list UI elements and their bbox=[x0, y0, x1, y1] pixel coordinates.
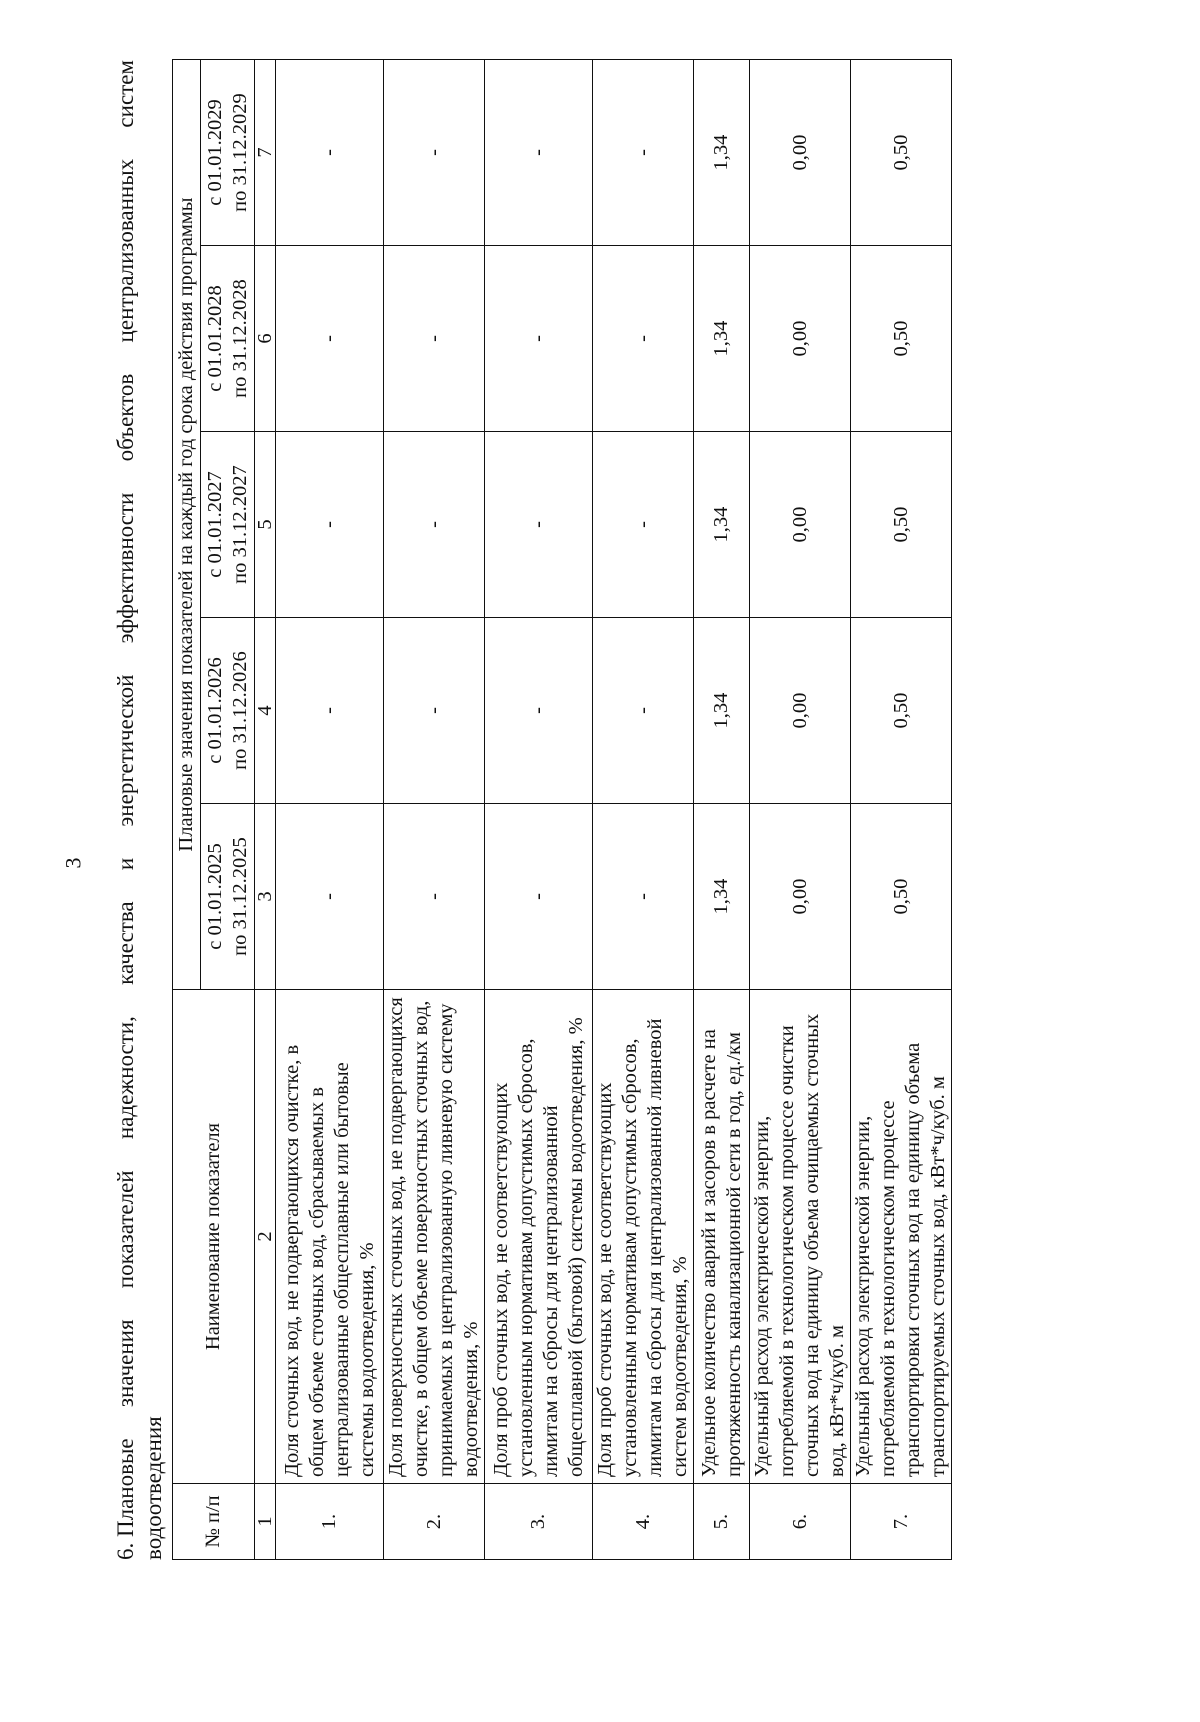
header-number: № п/п bbox=[173, 1484, 255, 1560]
indicator-value: - bbox=[593, 60, 694, 246]
row-number: 1. bbox=[276, 1484, 384, 1560]
indicator-value: 0,50 bbox=[851, 60, 952, 246]
heading-word: систем bbox=[113, 60, 138, 128]
indicator-name: Доля сточных вод, не подвергающихся очистке, в общем объеме сточных вод, сбрасываемых в централизованные общесплавные или бытовые системы водоотведения, % bbox=[276, 990, 384, 1484]
column-index: 4 bbox=[255, 618, 276, 804]
table-row bbox=[750, 60, 851, 1560]
table-row bbox=[384, 60, 485, 1560]
indicator-value: - bbox=[384, 618, 485, 804]
indicator-value: - bbox=[485, 60, 593, 246]
table-row bbox=[276, 60, 384, 1560]
indicator-value: 0,50 bbox=[851, 804, 952, 990]
indicator-value: 1,34 bbox=[694, 432, 750, 618]
indicator-value: 1,34 bbox=[694, 246, 750, 432]
indicator-value: - bbox=[276, 60, 384, 246]
indicator-name: Удельный расход электрической энергии, потребляемой в технологическом процессе очистки сточных вод на единицу объема очищаемых сточных вод, кВт*ч/куб. м bbox=[750, 990, 851, 1484]
section-heading bbox=[112, 60, 168, 1560]
heading-word: надежности, bbox=[113, 1016, 138, 1140]
column-index: 3 bbox=[255, 804, 276, 990]
indicator-value: - bbox=[485, 618, 593, 804]
indicator-value: - bbox=[593, 432, 694, 618]
indicator-value: 0,00 bbox=[750, 618, 851, 804]
header-name: Наименование показателя bbox=[173, 990, 255, 1484]
period-from: с 01.01.2028 bbox=[203, 285, 226, 392]
page-number: 3 bbox=[60, 857, 86, 869]
heading-word: эффективности bbox=[113, 492, 138, 644]
heading-word: 6. Плановые bbox=[113, 1438, 138, 1560]
column-index: 2 bbox=[255, 990, 276, 1484]
indicator-value: 0,00 bbox=[750, 246, 851, 432]
heading-word: качества bbox=[113, 901, 138, 985]
header-period bbox=[201, 432, 255, 618]
indicator-name: Доля проб сточных вод, не соответствующих установленным нормативам допустимых сбросов, лимитам на сбросы для централизованной ливневой систем водоотведения, % bbox=[593, 990, 694, 1484]
indicator-value: - bbox=[384, 60, 485, 246]
header-period bbox=[201, 246, 255, 432]
heading-word: энергетической bbox=[113, 674, 138, 827]
period-from: с 01.01.2026 bbox=[203, 657, 226, 764]
period-to: по 31.12.2029 bbox=[228, 93, 251, 212]
column-index: 6 bbox=[255, 246, 276, 432]
indicator-value: - bbox=[593, 804, 694, 990]
row-number: 5. bbox=[694, 1484, 750, 1560]
header-period bbox=[201, 618, 255, 804]
period-from: с 01.01.2025 bbox=[203, 843, 226, 950]
row-number: 7. bbox=[851, 1484, 952, 1560]
heading-word: показателей bbox=[113, 1170, 138, 1289]
heading-word: объектов bbox=[113, 373, 138, 462]
indicator-value: - bbox=[485, 804, 593, 990]
period-from: с 01.01.2029 bbox=[203, 99, 226, 206]
indicator-value: - bbox=[384, 246, 485, 432]
indicator-value: 0,50 bbox=[851, 246, 952, 432]
heading-word: централизованных bbox=[113, 158, 138, 343]
row-number: 6. bbox=[750, 1484, 851, 1560]
period-to: по 31.12.2026 bbox=[228, 651, 251, 770]
column-index: 7 bbox=[255, 60, 276, 246]
period-from: с 01.01.2027 bbox=[203, 471, 226, 578]
period-to: по 31.12.2027 bbox=[228, 465, 251, 584]
indicator-value: 0,00 bbox=[750, 60, 851, 246]
heading-word: значения bbox=[113, 1319, 138, 1408]
rotated-content bbox=[113, 60, 1036, 1560]
header-group: Плановые значения показателей на каждый год срока действия программы bbox=[173, 60, 201, 990]
indicator-value: 0,50 bbox=[851, 618, 952, 804]
indicator-name: Доля проб сточных вод, не соответствующих установленным нормативам допустимых сбросов, лимитам на сбросы для централизованной общесплавной (бытовой) системы водоотведения, % bbox=[485, 990, 593, 1484]
row-number: 4. bbox=[593, 1484, 694, 1560]
indicator-value: - bbox=[276, 804, 384, 990]
indicator-value: - bbox=[276, 246, 384, 432]
indicator-value: - bbox=[485, 432, 593, 618]
indicator-value: - bbox=[276, 432, 384, 618]
indicator-value: - bbox=[384, 432, 485, 618]
indicator-value: 1,34 bbox=[694, 804, 750, 990]
indicator-name: Доля поверхностных сточных вод, не подвергающихся очистке, в общем объеме поверхностных сточных вод, принимаемых в централизованную ливневую систему водоотведения, % bbox=[384, 990, 485, 1484]
period-to: по 31.12.2025 bbox=[228, 837, 251, 956]
indicator-value: - bbox=[276, 618, 384, 804]
column-index: 1 bbox=[255, 1484, 276, 1560]
column-index: 5 bbox=[255, 432, 276, 618]
row-number: 2. bbox=[384, 1484, 485, 1560]
indicator-value: - bbox=[593, 246, 694, 432]
indicator-value: - bbox=[384, 804, 485, 990]
heading-line-2: водоотведения bbox=[141, 1416, 166, 1560]
indicators-table bbox=[172, 59, 952, 1560]
indicator-name: Удельное количество аварий и засоров в расчете на протяженность канализационной сети в год, ед./км bbox=[694, 990, 750, 1484]
heading-word: и bbox=[113, 857, 138, 871]
indicator-value: 0,00 bbox=[750, 804, 851, 990]
period-to: по 31.12.2028 bbox=[228, 279, 251, 398]
table-row bbox=[593, 60, 694, 1560]
indicator-value: 0,00 bbox=[750, 432, 851, 618]
heading-line-1 bbox=[112, 60, 140, 1560]
header-period bbox=[201, 60, 255, 246]
indicator-value: 1,34 bbox=[694, 618, 750, 804]
table-row bbox=[694, 60, 750, 1560]
indicator-value: - bbox=[593, 618, 694, 804]
indicator-value: 1,34 bbox=[694, 60, 750, 246]
table-row bbox=[485, 60, 593, 1560]
indicator-value: 0,50 bbox=[851, 432, 952, 618]
indicator-value: - bbox=[485, 246, 593, 432]
table-row bbox=[851, 60, 952, 1560]
indicator-name: Удельный расход электрической энергии, потребляемой в технологическом процессе транспортировки сточных вод на единицу объема транспортируемых сточных вод, кВт*ч/куб. м bbox=[851, 990, 952, 1484]
header-period bbox=[201, 804, 255, 990]
row-number: 3. bbox=[485, 1484, 593, 1560]
